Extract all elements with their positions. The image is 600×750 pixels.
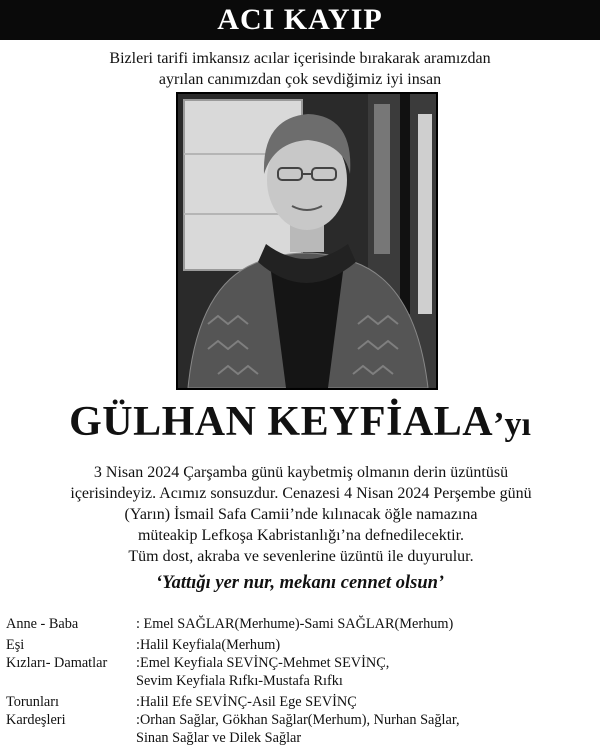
family-label: Anne - Baba [6,616,79,632]
family-value [136,615,453,633]
announcement-line: Tüm dost, akraba ve sevenlerine üzüntü ile duyurulur. [128,548,474,565]
family-value [136,654,389,690]
family-row-grandchildren [6,693,596,711]
family-value-line: :Emel Keyfiala SEVİNÇ-Mehmet SEVİNÇ, [136,655,390,671]
deceased-name-line [0,398,600,446]
intro-text [40,48,560,90]
family-label: Torunları [6,694,59,710]
family-label: Kızları- Damatlar [6,655,108,671]
family-list [6,615,596,747]
family-label: Eşi [6,637,25,653]
family-value [136,636,280,654]
family-row-spouse [6,636,596,654]
family-value-line: Sevim Keyfiala Rıfkı-Mustafa Rıfkı [136,673,343,689]
family-row-parents [6,615,596,633]
family-value-line: :Orhan Sağlar, Gökhan Sağlar(Merhum), Nurhan Sağlar, [136,712,460,728]
intro-line: ayrılan canımızdan çok sevdiğimiz iyi insan [158,71,442,88]
family-value-line: Sinan Sağlar ve Dilek Sağlar [136,730,302,746]
family-value-line: :Halil Keyfiala(Merhum) [136,637,281,653]
family-value [136,711,460,747]
announcement-line: müteakip Lefkoşa Kabristanlığı’na defnedilecektir. [137,527,465,544]
name-suffix: ’yı [493,406,531,443]
deceased-name: GÜLHAN KEYFİALA [69,399,494,445]
family-value-line: :Halil Efe SEVİNÇ-Asil Ege SEVİNÇ [136,694,357,710]
family-label: Kardeşleri [6,712,66,728]
family-value [136,693,357,711]
intro-line: Bizleri tarifi imkansız acılar içerisinde bırakarak aramızdan [109,50,491,67]
prayer-quote: ‘Yattığı yer nur, mekanı cennet olsun’ [155,573,445,593]
announcement-line: içerisindeyiz. Acımız sonsuzdur. Cenazesi 4 Nisan 2024 Perşembe günü [70,485,532,502]
family-row-siblings [6,711,596,747]
family-value-line: : Emel SAĞLAR(Merhume)-Sami SAĞLAR(Merhum) [136,616,454,632]
notice-header: ACI KAYIP [0,0,600,40]
portrait-photo [176,92,438,390]
family-row-daughters [6,654,596,690]
portrait-illustration [178,94,436,388]
announcement-text [18,462,584,567]
announcement-line: 3 Nisan 2024 Çarşamba günü kaybetmiş olmanın derin üzüntüsü [93,464,509,481]
announcement-line: (Yarın) İsmail Safa Camii’nde kılınacak öğle namazına [124,506,478,523]
